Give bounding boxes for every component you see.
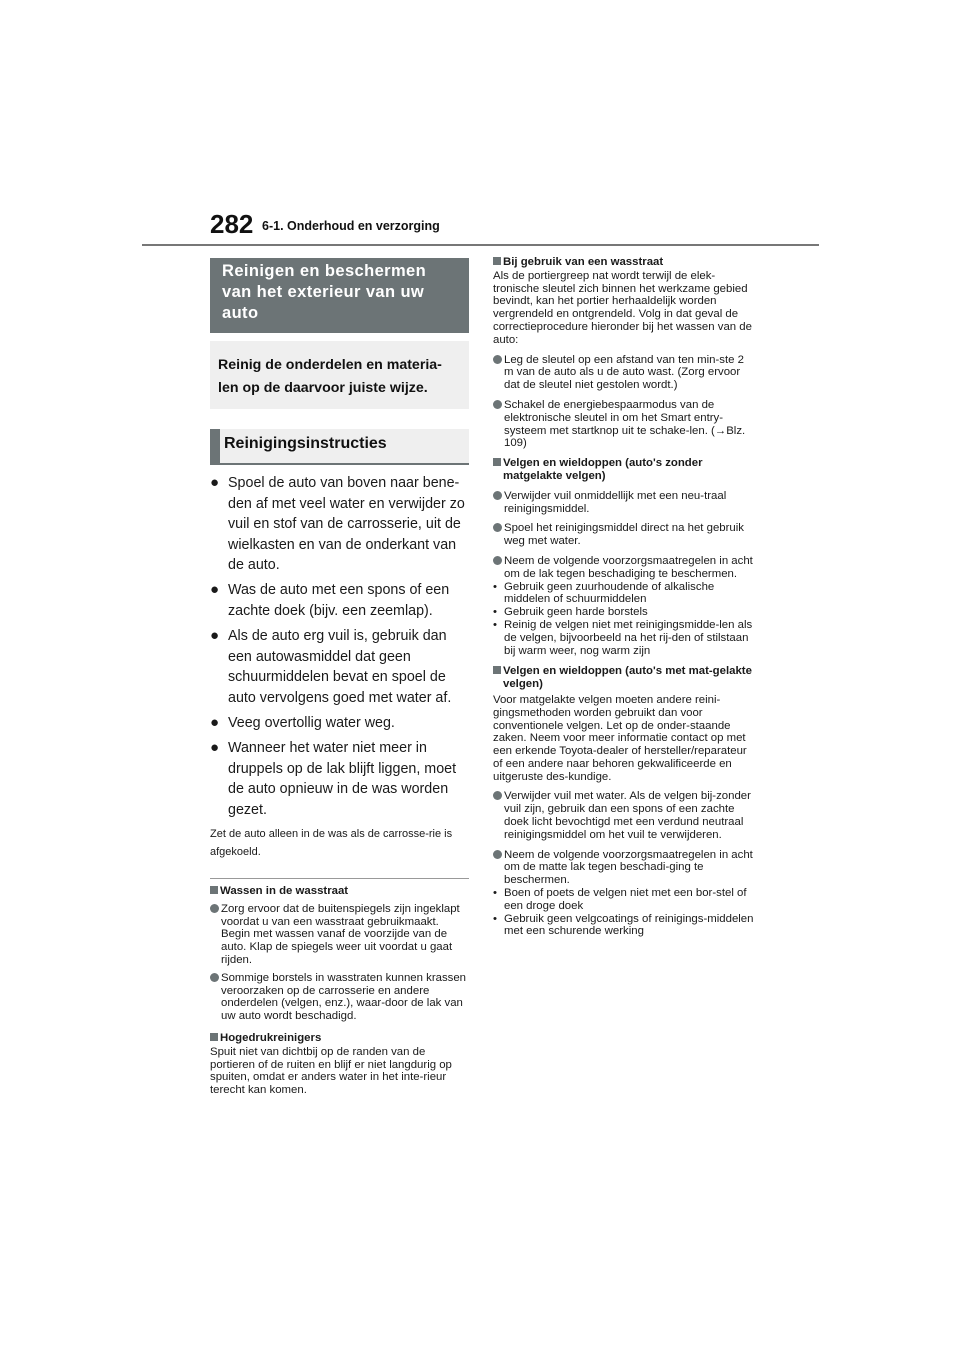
- circle-bullet-icon: [493, 850, 502, 859]
- precaution-list: [493, 581, 755, 658]
- list-item-text: Verwijder vuil onmiddellijk met een neu-traal reinigingsmiddel.: [504, 489, 727, 515]
- circle-bullet-icon: [493, 556, 502, 565]
- list-item-text: Spoel de auto van boven naar bene-den af met veel water en verwijder zo vuil en stof van de carrosserie, uit de wielkasten en van de onderkant van de auto.: [228, 475, 465, 574]
- subheading-text: Bij gebruik van een wasstraat: [503, 256, 664, 268]
- square-bullet-icon: [210, 1033, 218, 1041]
- list-item-text: Schakel de energiebespaarmodus van de elektronische sleutel in om het Smart entry-systeem met startknop uit te schake-len. (→Blz. 109): [504, 398, 746, 450]
- subheading-text: Wassen in de wasstraat: [220, 885, 349, 897]
- dot-bullet: •: [493, 912, 497, 925]
- subheading-carwash: [210, 885, 469, 898]
- list-item: [210, 738, 469, 820]
- instructions-heading: Reinigingsinstructies: [210, 429, 469, 465]
- divider: [210, 878, 469, 879]
- list-item-text: Neem de volgende voorzorgsmaatregelen in acht om de lak tegen beschadiging te beschermen.: [504, 554, 753, 580]
- list-item: [210, 580, 469, 621]
- dot-bullet: •: [493, 618, 497, 631]
- list-item: [493, 490, 755, 516]
- circle-bullet-icon: [210, 904, 219, 913]
- list-item-text: Reinig de velgen niet met reinigingsmidde-len als de velgen, bijvoorbeeld na het rij-den of stilstaan bij warm weer, nog warm zijn: [504, 618, 753, 657]
- list-item: [493, 399, 755, 450]
- list-item-text: Zorg ervoor dat de buitenspiegels zijn ingeklapt voordat u van een wasstraat gebruikmaakt. Begin met wassen vanaf de voorzijde van de auto. Klap de spiegels weer uit voordat u gaat rijden.: [221, 902, 460, 966]
- dot-bullet: •: [493, 887, 497, 900]
- list-item-text: Neem de volgende voorzorgsmaatregelen in acht om de matte lak tegen beschadi-ging te beschermen.: [504, 848, 753, 887]
- list-item-text: Boen of poets de velgen niet met een bor-stel of een droge doek: [504, 887, 747, 912]
- bullet-icon: ●: [210, 627, 220, 645]
- list-item: [493, 581, 755, 607]
- list-item-text: Gebruik geen zuurhoudende of alkalische middelen of schuurmiddelen: [504, 580, 715, 606]
- precaution-list: [493, 887, 755, 938]
- circle-bullet-icon: [493, 523, 502, 532]
- bullet-icon: ●: [210, 581, 220, 599]
- intro-box: Reinig de onderdelen en materia-len op de daarvoor juiste wijze.: [210, 341, 469, 409]
- list-item: [493, 522, 755, 548]
- section-title: 6-1. Onderhoud en verzorging: [262, 219, 440, 233]
- list-item-text: Leg de sleutel op een afstand van ten min-ste 2 m van de auto als u de auto wast. (Zorg ervoor dat de sleutel niet gestolen wordt.): [504, 353, 744, 392]
- list-item: [210, 626, 469, 708]
- list-item: [493, 790, 755, 841]
- subheading-text: Velgen en wieldoppen (auto's zonder matgelakte velgen): [503, 457, 703, 482]
- list-item: [493, 913, 755, 939]
- circle-bullet-icon: [210, 973, 219, 982]
- right-column: [493, 256, 755, 938]
- header-rule: [142, 244, 819, 246]
- dot-bullet: •: [493, 580, 497, 593]
- list-item: [493, 887, 755, 913]
- bullet-icon: ●: [210, 739, 220, 757]
- list-item: [210, 713, 469, 734]
- list-item-text: Wanneer het water niet meer in druppels op de lak blijft liggen, moet de auto opnieuw in de was worden gezet.: [228, 740, 457, 818]
- subheading-text: Velgen en wieldoppen (auto's met mat-gelakte velgen): [503, 665, 752, 691]
- list-item: [210, 972, 469, 1023]
- paragraph: Als de portiergreep nat wordt terwijl de elek-tronische sleutel zich binnen het werkzame gebied bevindt, kan het portier herhaaldelijk worden vergrendeld en ontgrendeld. Volg in dat geval de correctieprocedure hieronder bij het wassen van de auto:: [493, 269, 752, 346]
- page-number: 282: [210, 209, 254, 239]
- list-item-text: Veeg overtollig water weg.: [228, 715, 395, 732]
- circle-bullet-icon: [493, 400, 502, 409]
- square-bullet-icon: [210, 886, 218, 894]
- note-text: Zet de auto alleen in de was als de carrosse-rie is afgekoeld.: [210, 828, 453, 858]
- square-bullet-icon: [493, 666, 501, 674]
- dot-bullet: •: [493, 606, 497, 619]
- instructions-list: [210, 473, 469, 821]
- list-item-text: Was de auto met een spons of een zachte doek (bijv. een zeemlap).: [228, 582, 450, 620]
- section-heading: Reinigen en beschermen van het exterieur van uw auto: [210, 258, 469, 333]
- circle-bullet-icon: [493, 491, 502, 500]
- list-item-text: Als de auto erg vuil is, gebruik dan een autowasmiddel dat geen schuurmiddelen bevat en spoel de auto vervolgens goed met water af.: [228, 628, 452, 706]
- list-item-text: Spoel het reinigingsmiddel direct na het gebruik weg met water.: [504, 522, 744, 548]
- subheading-matte-wheels: [493, 665, 755, 691]
- paragraph: Spuit niet van dichtbij op de randen van de portieren of de ruiten en blijf er niet langdurig op spuiten, omdat er anders water in het inte-rieur terecht kan komen.: [210, 1045, 452, 1097]
- circle-bullet-icon: [493, 355, 502, 364]
- list-item-text: Gebruik geen harde borstels: [504, 606, 648, 619]
- list-item: [210, 473, 469, 576]
- left-column: [210, 258, 469, 1097]
- square-bullet-icon: [493, 257, 501, 265]
- list-item: [493, 555, 755, 581]
- list-item: [493, 849, 755, 887]
- list-item-text: Gebruik geen velgcoatings of reinigings-middelen met een schurende werking: [504, 912, 754, 938]
- circle-bullet-icon: [493, 791, 502, 800]
- paragraph: Voor matgelakte velgen moeten andere reini-gingsmethoden worden gebruikt dan voor conventionele velgen. Let op de onder-staande zaken. Neem voor meer informatie contact op met een erkende Toyota-dealer of hersteller/reparateur of een andere naar behoren gekwalificeerde en uitgeruste des-kundige.: [493, 693, 747, 783]
- square-bullet-icon: [493, 458, 501, 466]
- subheading-wheels: [493, 457, 755, 483]
- list-item: [493, 354, 755, 392]
- subheading-carwash-use: [493, 256, 755, 269]
- bullet-icon: ●: [210, 714, 220, 732]
- list-item: [493, 606, 755, 619]
- list-item-text: Sommige borstels in wasstraten kunnen krassen veroorzaken op de carrosserie en andere onderdelen (velgen, enz.), waar-door de lak van uw auto wordt beschadigd.: [221, 971, 467, 1023]
- subheading-text: Hogedrukreinigers: [220, 1031, 322, 1044]
- list-item: [210, 903, 469, 967]
- list-item-text: Verwijder vuil met water. Als de velgen bij-zonder vuil zijn, gebruik dan een spons of een zachte doek licht bevochtigd met een verdund neutraal reinigingsmiddel om het vuil te verwijderen.: [504, 790, 751, 841]
- bullet-icon: ●: [210, 474, 220, 491]
- list-item: [493, 619, 755, 657]
- subheading-high-pressure: [210, 1032, 469, 1045]
